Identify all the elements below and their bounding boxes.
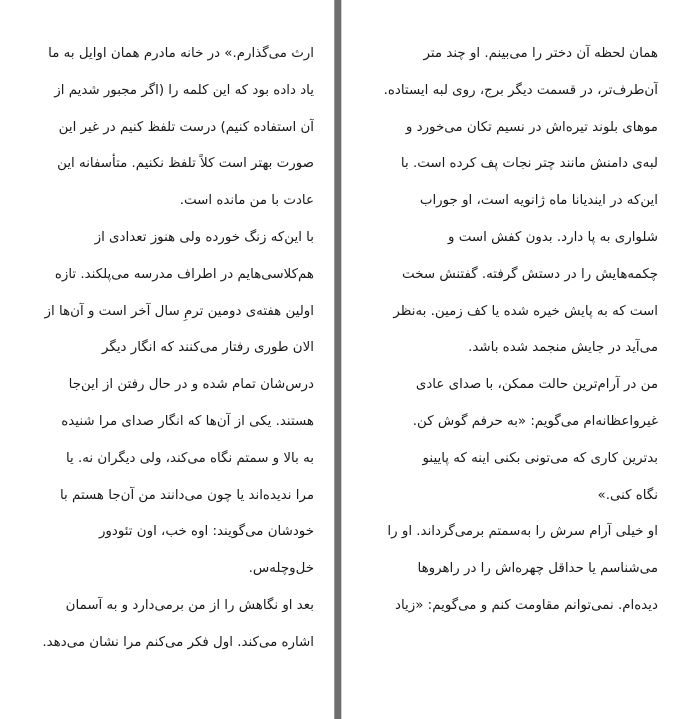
text-line: لبه‌ی دامنش مانند چتر نجات پف کرده است. با (400, 156, 658, 172)
text-line: او خیلی آرام سرش را به‌سمتم برمی‌گرداند. او را (387, 524, 658, 540)
text-line: الان طوری رفتار می‌کنند که انگار دیگر (102, 340, 314, 356)
text-line: عادت با من مانده است. (179, 193, 314, 209)
text-line: موهای بلوند تیره‌اش در نسیم تکان می‌خورد و (405, 119, 658, 135)
text-line: این‌که در ایندیانا ماه ژانویه است، او جوراب (419, 193, 658, 209)
text-line: بعد او نگاهش را از من برمی‌دارد و به آسمان (65, 597, 314, 613)
text-line: یاد داده بود که این کلمه را (اگر مجبور شدیم از (54, 82, 314, 98)
text-line: آن استفاده کنیم) درست تلفظ کنیم در غیر این (58, 119, 314, 135)
text-line: همان لحظه آن دختر را می‌بینم. او چند متر (423, 46, 658, 61)
text-line: شلواری به پا دارد. بدون کفش است و (448, 229, 658, 245)
text-line: مرا ندیده‌اند یا چون می‌دانند من آن‌جا هستم با (59, 487, 314, 503)
text-line: غیرواعظانه‌ام می‌گویم: «به حرفم گوش کن. (412, 413, 658, 429)
right-page (360, 36, 658, 625)
text-line: چکمه‌هایش را در دستش گرفته. گفتنش سخت (402, 266, 658, 282)
book-gutter (334, 0, 342, 719)
text-line: اشاره می‌کند. اول فکر می‌کنم مرا نشان می‌دهد. (42, 634, 314, 650)
text-line: ارث می‌گذارم.» در خانه مادرم همان اوایل به ما (48, 46, 314, 61)
text-line: هم‌کلاسی‌هایم در اطراف مدرسه می‌پلکند. تازه (54, 266, 314, 282)
text-line: دیده‌ام. نمی‌توانم مقاومت کنم و می‌گویم: «زیاد (395, 597, 658, 613)
text-line: است که به پایش خیره شده یا کف زمین. به‌نظر (393, 303, 658, 319)
text-line: صورت بهتر است کلاً تلفظ نکنیم. متأسفانه این (57, 156, 314, 172)
left-page (16, 36, 314, 662)
text-line: می‌شناسم یا حداقل چهره‌اش را در راهروها (417, 561, 658, 577)
text-line: درس‌شان تمام شده و در حال رفتن از این‌جا (68, 377, 314, 393)
text-line: بدترین کاری که می‌تونی بکنی اینه که پایینو (422, 450, 658, 466)
text-line: با این‌که زنگ خورده ولی هنوز تعدادی از (94, 229, 314, 245)
text-line: من در آرام‌ترین حالت ممکن، با صدای عادی (415, 377, 658, 393)
text-line: اولین هفته‌ی دومین ترمِ سال آخر است و آن‌ها از (44, 303, 314, 319)
text-line: خل‌وچله‌س. (248, 561, 314, 577)
text-line: به بالا و سمتم نگاه می‌کند، ولی دیگران نه. یا (65, 450, 314, 466)
text-line: می‌آید در جایش منجمد شده باشد. (468, 340, 658, 356)
text-line: هستند. یکی از آن‌ها که انگار صدای مرا شنیده (61, 413, 314, 429)
text-line: آن‌طرف‌تر، در قسمت دیگر برج، روی لبه ایستاده. (383, 82, 658, 98)
text-line: نگاه کنی.» (597, 487, 658, 503)
text-line: خودشان می‌گویند: اوه خب، اون تئودور (98, 524, 314, 540)
